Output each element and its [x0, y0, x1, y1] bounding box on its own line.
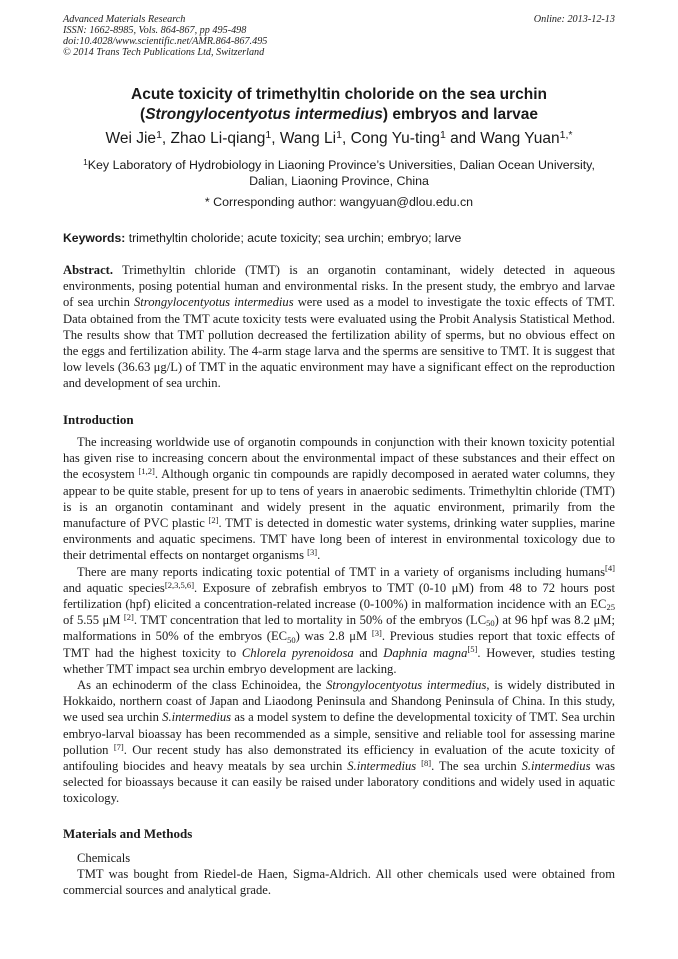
copyright-line: © 2014 Trans Tech Publications Ltd, Switzerland [63, 47, 265, 58]
text: as a model system to define the developmental toxicity of TMT. Sea urchin embryo-larval bioassay has been recommended as a simple, sensitive and reliable tool for assessing marine pollution [63, 710, 615, 757]
text: . TMT concentration that led to mortality in 50% of the embryos (LC [133, 613, 487, 628]
author-affil-sup: 1 [265, 128, 272, 141]
author: Zhao Li-qiang [170, 130, 266, 147]
keywords-label: Keywords: [63, 231, 126, 245]
author-affil-sup: 1,* [559, 128, 573, 141]
issn-line: ISSN: 1662-8985, Vols. 864-867, pp 495-498 [63, 25, 247, 36]
methods-subheading: Chemicals [77, 851, 131, 865]
text: . Exposure of zebrafish embryos to TMT (0-10 μM) from 48 to 72 hours post fertilization (hpf) elicited a concentration-related increase (0-100%) in malformation incidence with an EC [63, 580, 616, 612]
subscript: 50 [486, 618, 495, 629]
author: Wei Jie [105, 130, 157, 147]
citation-ref: [2] [123, 611, 134, 622]
introduction-heading: Introduction [63, 412, 134, 427]
citation-ref: [5] [467, 644, 478, 655]
species-name: S.intermedius [521, 759, 591, 774]
introduction-body [63, 434, 615, 807]
text: As an echinoderm of the class Echinoidea, the [77, 678, 327, 693]
abstract-text: Trimethyltin chloride (TMT) is an organotin contaminant, widely detected in aqueous environments, posing potential human and environmental risks. In the present study, the embryo and larvae of sea urchin [63, 263, 615, 310]
author-affil-sup: 1 [156, 128, 162, 141]
author-sep: and [445, 130, 481, 147]
text: of 5.55 μM [63, 613, 124, 628]
citation-ref: [7] [113, 741, 124, 752]
paper-title [40, 85, 638, 125]
subscript: 50 [287, 634, 296, 645]
keywords-text: trimethyltin choloride; acute toxicity; sea urchin; embryo; larve [125, 231, 462, 245]
author-sep: , [271, 130, 280, 147]
text: . However, studies testing whether TMT impact sea urchin embryo development are lacking. [63, 645, 615, 676]
abstract-text: were used as a model to investigate the toxic effects of TMT. Data obtained from the TMT acute toxicity tests were evaluated using the Probit Analysis Statistical Method. The results show that TMT pollution decreased the fertilization ability of sperms, but no obvious effect on the eggs and fertilization ability. The 4-arm stage larva and the sperms are sensitive to TMT. It is suggest that low levels (36.63 μg/L) of TMT in the aquatic environment may have a significant effect on the reproduction and development of sea urchin. [63, 295, 615, 391]
affiliation-sup: 1 [83, 156, 88, 167]
species-name: S.intermedius [162, 710, 232, 725]
corresponding-author: * Corresponding author: wangyuan@dlou.edu.cn [204, 195, 474, 209]
intro-paragraph-3 [63, 677, 615, 807]
author-sep: , [341, 130, 351, 147]
journal-header [63, 14, 615, 58]
species-name: S.intermedius [347, 759, 417, 774]
text: , is widely distributed in Hokkaido, northern coast of Japan and Liaodong Peninsula and Shandong Peninsula of China. In this study, we used sea urchin [63, 678, 615, 725]
methods-heading: Materials and Methods [63, 826, 193, 841]
intro-paragraph-2 [63, 564, 615, 677]
intro-paragraph-1 [63, 434, 615, 564]
text: . The sea urchin [431, 759, 522, 774]
citation-ref: [1,2] [138, 466, 155, 477]
author-affil-sup: 1 [439, 128, 446, 141]
journal-name: Advanced Materials Research [63, 14, 186, 25]
citation-ref: [2,3,5,6] [164, 579, 195, 590]
abstract [63, 262, 615, 392]
text: . Previous studies report that toxic effects of TMT had the highest toxicity to [63, 629, 615, 660]
citation-ref: [3] [307, 547, 318, 558]
affiliation [64, 157, 614, 189]
methods-paragraph-1: TMT was bought from Riedel-de Haen, Sigma-Aldrich. All other chemicals used were obtained from commercial sources and analytical grade. [63, 867, 615, 898]
keywords [63, 230, 615, 246]
text: . Our recent study has also demonstrated its efficiency in evaluation of the acute toxicity of antifouling biocides and heavy meatals by sea urchin [63, 742, 615, 774]
text: . Although organic tin compounds are rapidly decomposed in aerated water columns, they appear to be quite stable, present for up to tens of years in anaerobic sediments. Trimethyltin chloride (TMT) is is an organotin contaminant and widely present in the aquatic environment, primarily from the manufacture of PVC plastic [63, 467, 615, 531]
author-affil-sup: 1 [336, 128, 342, 141]
author: Wang Li [279, 130, 337, 147]
species-name: Strongylocentyotus intermedius [326, 678, 487, 693]
affiliation-line-2: Dalian, Liaoning Province, China [249, 174, 429, 188]
text: The increasing worldwide use of organotin compounds in conjunction with their known toxicity potential has given rise to increasing concern about the environmental impact of these substances and their effect on the ecosystem [63, 435, 615, 482]
text: and aquatic species [63, 580, 165, 595]
title-line-1: Acute toxicity of trimethyltin choloride on the sea urchin [131, 86, 547, 103]
text: and [353, 645, 384, 660]
author-list [40, 129, 638, 149]
abstract-label: Abstract. [63, 263, 114, 277]
text: ) was 2.8 μM [295, 629, 372, 644]
title-line-2-rest: ) embryos and larvae [382, 106, 538, 123]
text: . TMT is detected in domestic water systems, drinking water supplies, marine environments and aquatic specimens. TMT have long been of interest in environmental toxicology due to their detrimental effects on nontarget organisms [63, 516, 615, 563]
species-name: Daphnia magna [383, 645, 468, 660]
subscript: 25 [606, 602, 615, 613]
citation-ref: [3] [371, 628, 382, 639]
abstract-species: Strongylocentyotus intermedius [134, 295, 294, 310]
methods-body [63, 850, 615, 899]
affiliation-line-1 [64, 157, 614, 173]
title-line-2 [40, 105, 638, 125]
text: was selected for bioassays because it can easily be raised under laboratory conditions and widely used in aquatic toxicology. [63, 759, 615, 806]
citation-ref: [4] [605, 563, 615, 574]
title-species: Strongylocentyotus intermedius [145, 106, 383, 123]
doi-line: doi:10.4028/www.scientific.net/AMR.864-867.495 [63, 36, 268, 47]
title-paren-open: ( [140, 106, 146, 123]
author: Cong Yu-ting [350, 130, 440, 147]
species-name: Chlorela pyrenoidosa [241, 645, 354, 660]
text: ) at 96 hpf was 8.2 μM; malformations in 50% of the embryos (EC [63, 613, 615, 644]
author-sep: , [161, 130, 171, 147]
affiliation-text: Key Laboratory of Hydrobiology in Liaoning Province’s Universities, Dalian Ocean University, [87, 158, 595, 172]
citation-ref: [2] [208, 514, 219, 525]
online-date: Online: 2013-12-13 [533, 14, 615, 25]
text: . [317, 548, 321, 563]
citation-ref: [8] [421, 757, 432, 768]
text: There are many reports indicating toxic potential of TMT in a variety of organisms including humans [77, 564, 606, 579]
author: Wang Yuan [480, 130, 560, 147]
